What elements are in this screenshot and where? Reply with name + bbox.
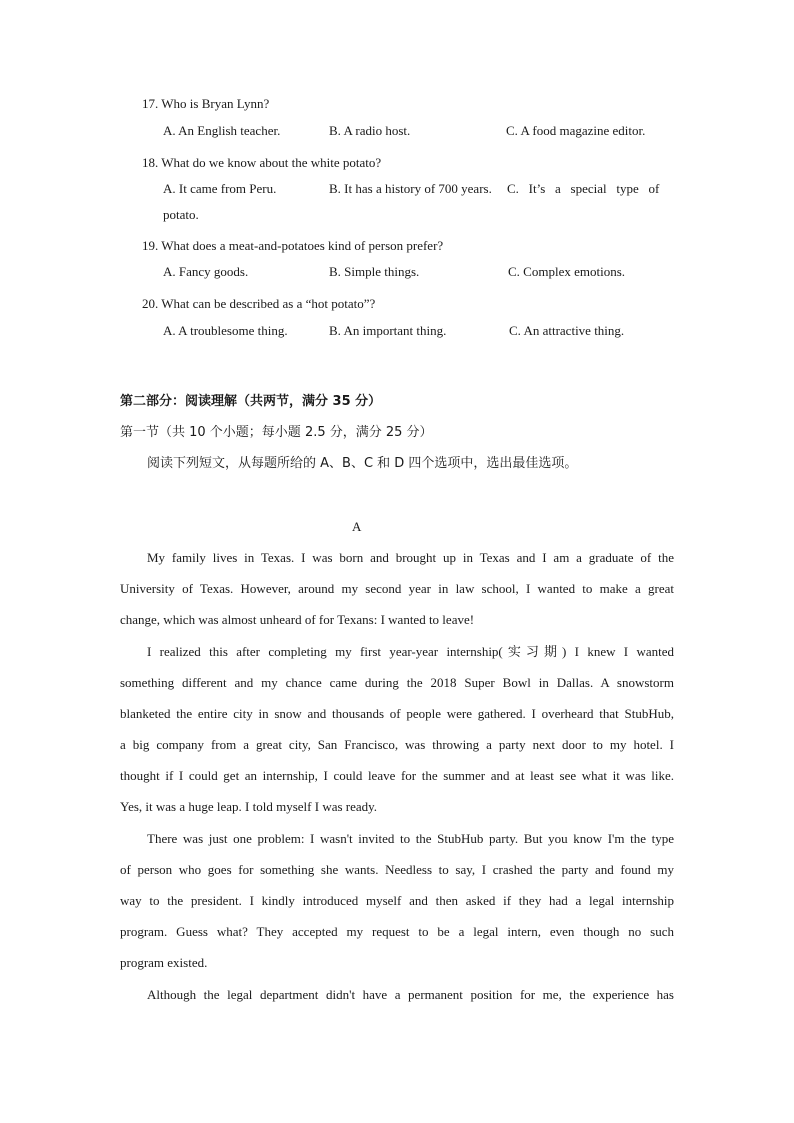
passage-line: blanketed the entire city in snow and thousands of people were gathered. I overheard that StubHub, <box>120 706 674 721</box>
passage-line: program existed. <box>120 955 208 970</box>
passage-line: program. Guess what? They accepted my request to be a legal intern, even though no such <box>120 924 674 939</box>
passage-line: something different and my chance came during the 2018 Super Bowl in Dallas. A snowstorm <box>120 675 674 690</box>
passage-line: of person who goes for something she wants. Needless to say, I crashed the party and found my <box>120 862 674 877</box>
q18-option-c-cont: potato. <box>163 207 199 222</box>
question-19: 19. What does a meat-and-potatoes kind of person prefer? <box>142 238 444 253</box>
q18-option-c: C. It’s a special type of <box>507 181 660 196</box>
q17-option-b: B. A radio host. <box>329 123 411 138</box>
instruction: 阅读下列短文，从每题所给的 A、B、C 和 D 四个选项中，选出最佳选项。 <box>147 456 578 471</box>
passage-line: change, which was almost unheard of for Texans: I wanted to leave! <box>120 612 475 627</box>
section1-heading: 第一节（共 10 个小题；每小题 2.5 分，满分 25 分） <box>120 425 433 440</box>
q20-option-c: C. An attractive thing. <box>509 323 625 338</box>
part2-heading: 第二部分：阅读理解（共两节，满分 35 分） <box>120 394 382 409</box>
q20-option-b: B. An important thing. <box>329 323 447 338</box>
q19-option-b: B. Simple things. <box>329 264 420 279</box>
passage-line: I realized this after completing my first year-year internship(实习期) I knew I wanted <box>147 644 674 659</box>
q19-option-a: A. Fancy goods. <box>163 264 249 279</box>
passage-line: Yes, it was a huge leap. I told myself I was ready. <box>120 799 378 814</box>
q20-option-a: A. A troublesome thing. <box>163 323 288 338</box>
q18-option-a: A. It came from Peru. <box>163 181 277 196</box>
passage-label: A <box>352 519 362 534</box>
q17-option-a: A. An English teacher. <box>163 123 281 138</box>
passage-line: way to the president. I kindly introduced myself and then asked if they had a legal internship <box>120 893 674 908</box>
passage-line: a big company from a great city, San Francisco, was throwing a party next door to my hotel. I <box>120 737 674 752</box>
question-20: 20. What can be described as a “hot potato”? <box>142 296 376 311</box>
question-17: 17. Who is Bryan Lynn? <box>142 96 270 111</box>
passage-line: Although the legal department didn't have a permanent position for me, the experience has <box>147 987 674 1002</box>
q17-option-c: C. A food magazine editor. <box>506 123 646 138</box>
passage-line: University of Texas. However, around my second year in law school, I wanted to make a great <box>120 581 674 596</box>
question-18: 18. What do we know about the white potato? <box>142 155 382 170</box>
passage-line: My family lives in Texas. I was born and brought up in Texas and I am a graduate of the <box>147 550 674 565</box>
q18-option-b: B. It has a history of 700 years. <box>329 181 492 196</box>
passage-line: thought if I could get an internship, I could leave for the summer and at least see what it was like. <box>120 768 674 783</box>
passage-line: There was just one problem: I wasn't invited to the StubHub party. But you know I'm the type <box>147 831 674 846</box>
q19-option-c: C. Complex emotions. <box>508 264 625 279</box>
